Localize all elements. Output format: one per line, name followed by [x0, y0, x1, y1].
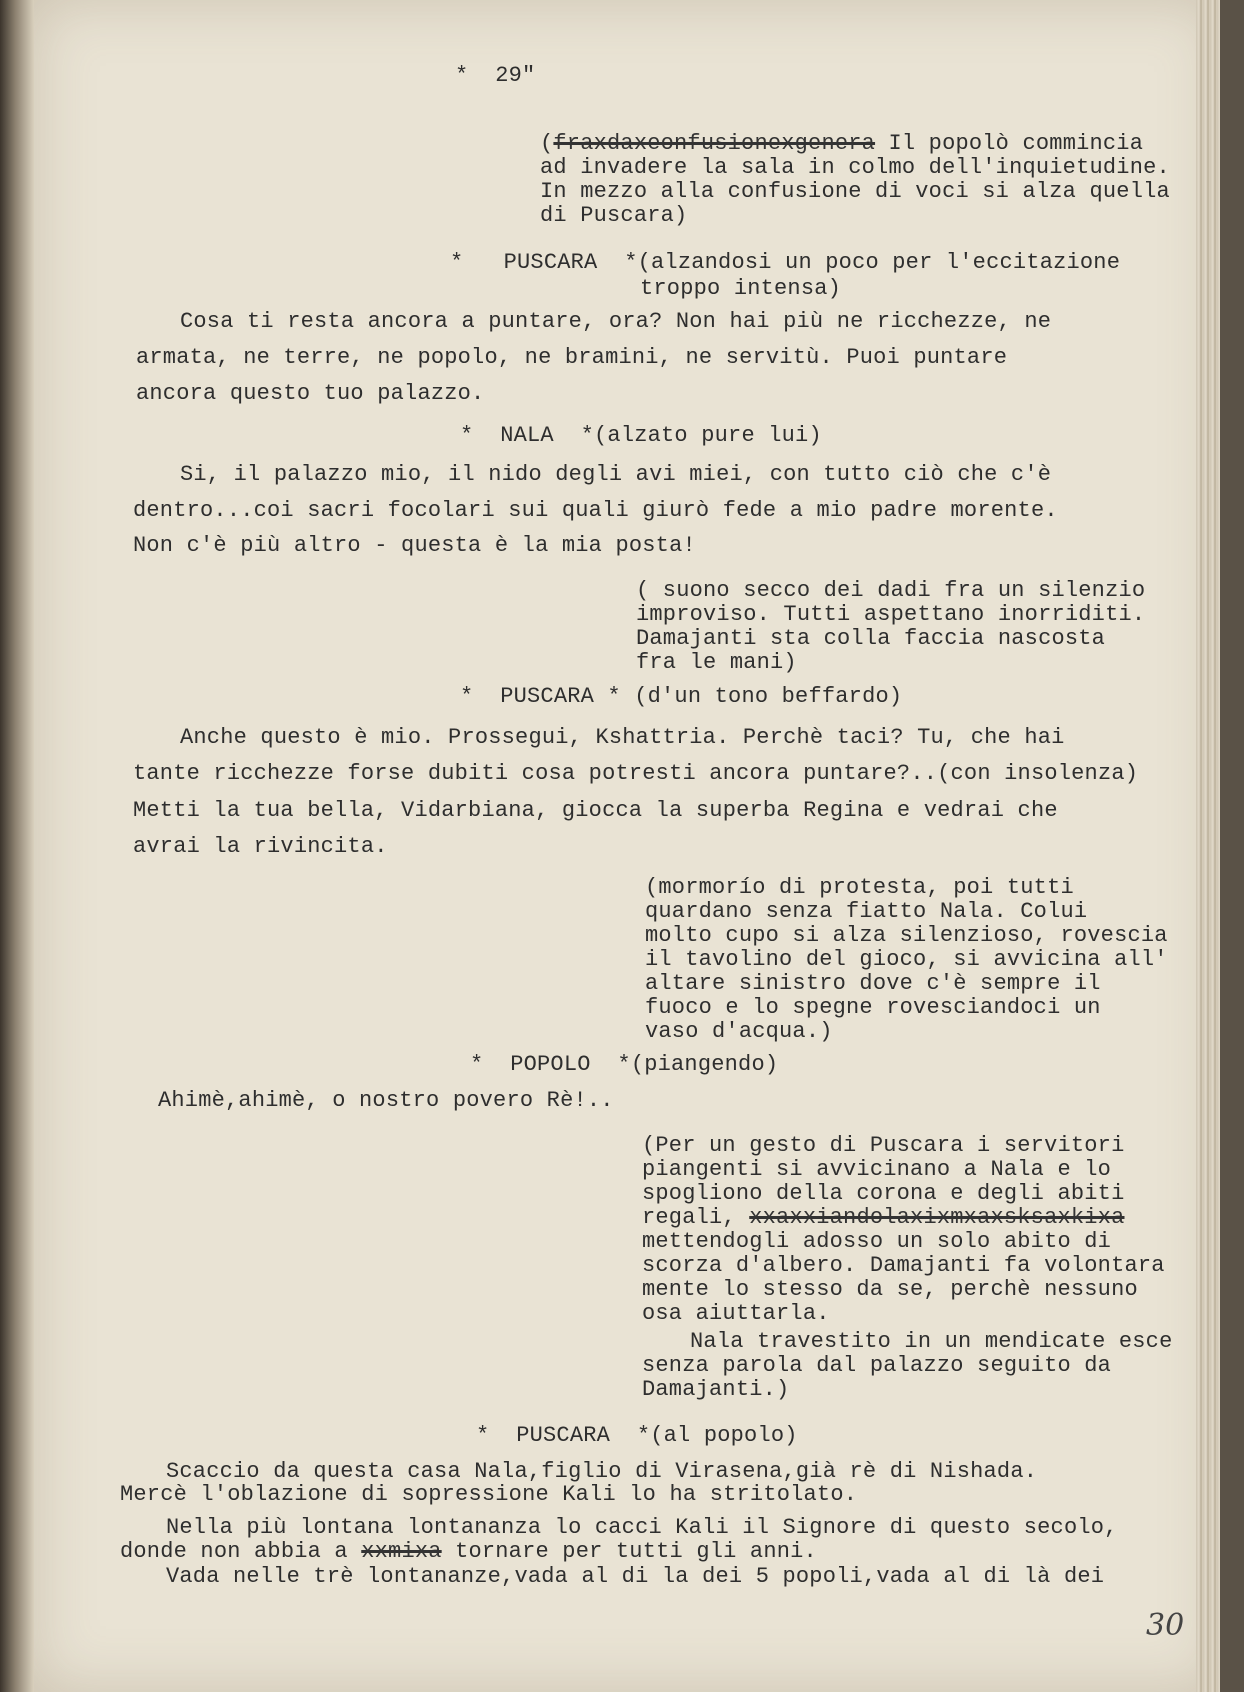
stage-direction-line: ad invadere la sala in colmo dell'inquietudine.: [540, 155, 1170, 180]
stage-direction-line: troppo intensa): [640, 276, 842, 301]
dialogue-line: ancora questo tuo palazzo.: [136, 381, 485, 406]
stage-direction-line: In mezzo alla confusione di voci si alza quella: [540, 179, 1170, 204]
stage-direction-line: Damajanti sta colla faccia nascosta: [636, 626, 1106, 651]
stage-direction-line: di Puscara): [540, 203, 688, 228]
struck-text: fraxdaxeonfusionexgenera: [553, 131, 876, 156]
dialogue-line: Vada nelle trè lontananze,vada al di la dei 5 popoli,vada al di là dei: [166, 1564, 1105, 1589]
stage-direction-line: senza parola dal palazzo seguito da: [642, 1353, 1112, 1378]
book-spine: [0, 0, 34, 1692]
stage-direction-line: (fraxdaxeonfusionexgenera Il popolò commincia: [540, 131, 1144, 156]
stage-direction-line: vaso d'acqua.): [645, 1019, 833, 1044]
page-header: * 29": [455, 63, 536, 88]
dialogue-line: avrai la rivincita.: [133, 834, 388, 859]
stage-direction-line: piangenti si avvicinano a Nala e lo: [642, 1157, 1112, 1182]
speaker-heading: * POPOLO *(piangendo): [470, 1052, 779, 1077]
handwritten-page-number: 30: [1146, 1608, 1185, 1643]
dialogue-line: Scaccio da questa casa Nala,figlio di Virasena,già rè di Nishada.: [166, 1459, 1038, 1484]
speaker-heading: * PUSCARA *(alzandosi un poco per l'eccitazione: [450, 250, 1121, 275]
stage-direction-line: regali, xxaxxiandolaxixmxaxsksaxkixa: [642, 1205, 1125, 1230]
stage-direction-line: (Per un gesto di Puscara i servitori: [642, 1133, 1125, 1158]
stage-direction-line: osa aiuttarla.: [642, 1301, 830, 1326]
stage-direction-line: spogliono della corona e degli abiti: [642, 1181, 1125, 1206]
dialogue-line: donde non abbia a xxmixa tornare per tutti gli anni.: [120, 1539, 817, 1564]
dialogue-line: Metti la tua bella, Vidarbiana, giocca la superba Regina e vedrai che: [133, 798, 1058, 823]
dialogue-line: tante ricchezze forse dubiti cosa potresti ancora puntare?..(con insolenza): [133, 761, 1139, 786]
dialogue-line: Nella più lontana lontananza lo cacci Kali il Signore di questo secolo,: [166, 1515, 1118, 1540]
stage-direction-line: fuoco e lo spegne rovesciandoci un: [645, 995, 1101, 1020]
dialogue-line: Ahimè,ahimè, o nostro povero Rè!..: [158, 1088, 614, 1113]
stage-direction-line: mettendogli adosso un solo abito di: [642, 1229, 1112, 1254]
stage-direction-line: Nala travestito in un mendicate esce: [690, 1329, 1173, 1354]
stage-direction-line: (mormorío di protesta, poi tutti: [645, 875, 1074, 900]
stage-direction-line: ( suono secco dei dadi fra un silenzio: [636, 578, 1146, 603]
stage-direction-line: fra le mani): [636, 650, 797, 675]
stage-direction-line: mente lo stesso da se, perchè nessuno: [642, 1277, 1138, 1302]
struck-text: xxaxxiandolaxixmxaxsksaxkixa: [749, 1205, 1125, 1230]
dialogue-line: Mercè l'oblazione di sopressione Kali lo ha stritolato.: [120, 1482, 858, 1507]
speaker-heading: * PUSCARA *(al popolo): [476, 1423, 798, 1448]
dialogue-line: Si, il palazzo mio, il nido degli avi miei, con tutto ciò che c'è: [180, 462, 1052, 487]
dialogue-line: Anche questo è mio. Prossegui, Kshattria. Perchè taci? Tu, che hai: [180, 725, 1065, 750]
stage-direction-line: altare sinistro dove c'è sempre il: [645, 971, 1101, 996]
stage-direction-line: molto cupo si alza silenzioso, rovescia: [645, 923, 1168, 948]
stage-direction-line: quardano senza fiatto Nala. Colui: [645, 899, 1088, 924]
dialogue-line: dentro...coi sacri focolari sui quali giurò fede a mio padre morente.: [133, 498, 1058, 523]
struck-text: xxmixa: [361, 1539, 442, 1564]
page-edges: [1196, 0, 1220, 1692]
speaker-heading: * PUSCARA * (d'un tono beffardo): [460, 684, 903, 709]
speaker-heading: * NALA *(alzato pure lui): [460, 423, 822, 448]
stage-direction-line: il tavolino del gioco, si avvicina all': [645, 947, 1168, 972]
stage-direction-line: Damajanti.): [642, 1377, 790, 1402]
dialogue-line: Non c'è più altro - questa è la mia posta!: [133, 533, 696, 558]
stage-direction-line: improviso. Tutti aspettano inorriditi.: [636, 602, 1146, 627]
dialogue-line: Cosa ti resta ancora a puntare, ora? Non hai più ne ricchezze, ne: [180, 309, 1052, 334]
stage-direction-line: scorza d'albero. Damajanti fa volontara: [642, 1253, 1165, 1278]
dialogue-line: armata, ne terre, ne popolo, ne bramini, ne servitù. Puoi puntare: [136, 345, 1008, 370]
